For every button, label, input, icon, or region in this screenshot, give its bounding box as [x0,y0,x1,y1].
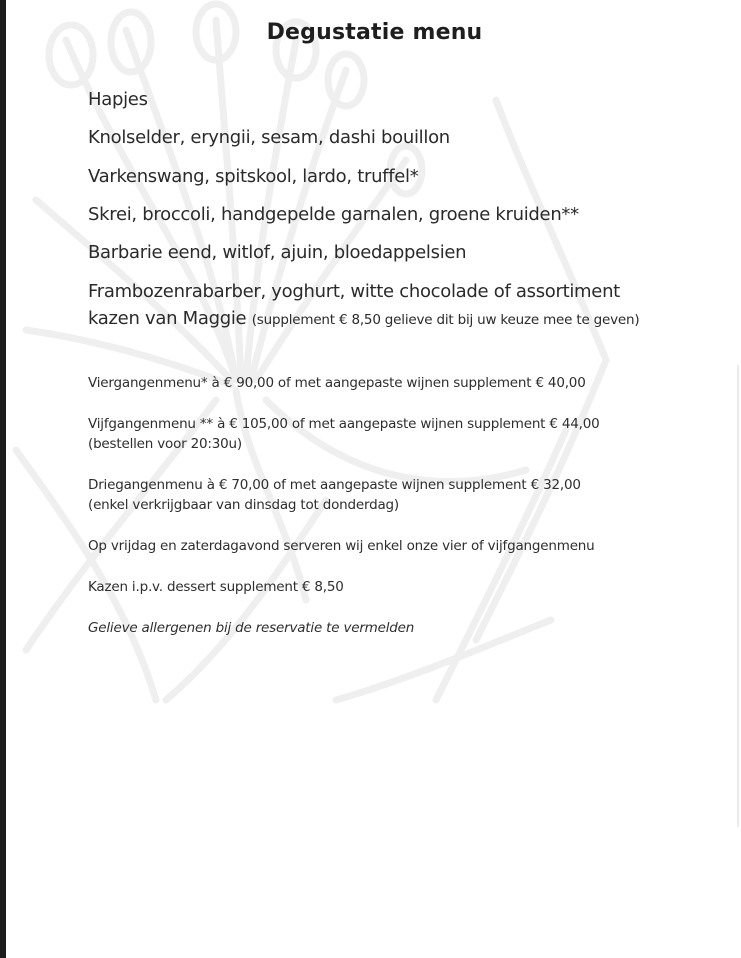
allergen-notice: Gelieve allergenen bij de reservatie te vermelden [88,620,415,636]
note-subline: (bestellen voor 20:30u) [88,436,242,452]
note-weekend [88,536,708,556]
note-line: Vijfgangenmenu ** à € 105,00 of met aangepaste wijnen supplement € 44,00 [88,416,600,432]
note-allergens [88,618,708,638]
dessert-line-2 [88,305,708,334]
note-line: Kazen i.p.v. dessert supplement € 8,50 [88,579,344,595]
dessert-cheese-label: kazen van Maggie [88,308,247,330]
note-cheese-supplement [88,577,708,597]
course-item: Skrei, broccoli, handgepelde garnalen, groene kruiden** [88,203,579,225]
note-line: Driegangenmenu à € 70,00 of met aangepaste wijnen supplement € 32,00 [88,477,581,493]
course-item: Hapjes [88,89,148,110]
note-line: Op vrijdag en zaterdagavond serveren wij enkel onze vier of vijfgangenmenu [88,538,595,554]
course-list [88,87,708,348]
dessert-supplement-note: (supplement € 8,50 gelieve dit bij uw keuze mee te geven) [251,312,640,329]
course-item-dessert [88,278,708,334]
note-five-course [88,414,708,454]
course-item: Knolselder, eryngii, sesam, dashi bouillon [88,127,450,149]
note-line: Viergangenmenu* à € 90,00 of met aangepaste wijnen supplement € 40,00 [88,375,586,391]
note-subline: (enkel verkrijgbaar van dinsdag tot donderdag) [88,497,399,513]
dessert-line-1: Frambozenrabarber, yoghurt, witte chocolade of assortiment [88,281,620,303]
course-item: Barbarie eend, witlof, ajuin, bloedappelsien [88,242,467,264]
pricing-notes [88,373,708,659]
note-four-course [88,373,708,393]
page-title: Degustatie menu [266,20,483,45]
course-item: Varkenswang, spitskool, lardo, truffel* [88,165,419,187]
note-three-course [88,475,708,515]
